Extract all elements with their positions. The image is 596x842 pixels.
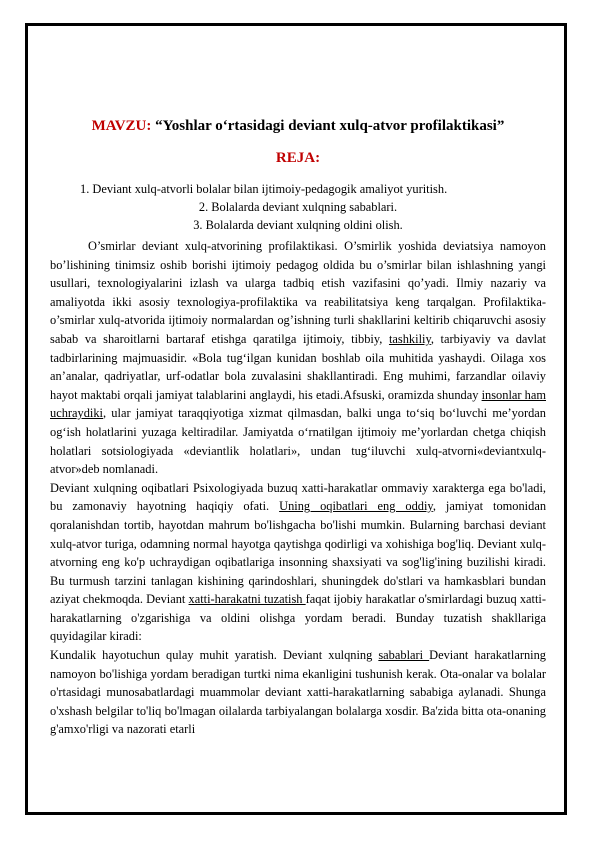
paragraph-text: O’smirlar deviant xulq-atvorining profilaktikasi. O’smirlik yoshida deviatsiya namoyon bo’lishining tinimsiz oshib borishi ijtimoiy pedagog oldida bu o’smirlar bilan ishlashning yangi usullari, texnologiyalarini izlash va ularga tadbiq etish vazifasini qo’yadi. Ilmiy nazariy va amaliyotda ikki asosiy texnologiya-profilaktika va reabilitatsiya keng tarqalgan. Profilaktika-o’smirlar xulq-atvorida ijtimoiy normalardan og’ishning turli shakllarini keltirib chiqaruvchi asosiy sabab va sharoitlarni bartaraf etishga qaratilga ijtimoiy, tibbiy, xyxy=(50,239,546,346)
hyperlink-insonlar[interactable]: insonlar ham uchraydiki xyxy=(50,387,546,421)
paragraph-1 xyxy=(50,237,546,479)
hyperlink-tuzatish[interactable]: xatti-harakatni tuzatish xyxy=(188,592,306,607)
paragraph-text: Deviant xulqning oqibatlari Psixologiyada buzuq xatti-harakatlar ommaviy xarakterga ega bo'ladi, bu zamonaviy hayotning haqiqiy ofati. xyxy=(50,480,546,514)
paragraph-text: faqat ijobiy harakatlar o'smirlardagi buzuq xatti-harakatlarning o'zgarishiga va oldini olishga yordam beradi. Bunday tuzatish shakllariga quyidagilar kiradi: xyxy=(50,592,546,644)
hyperlink-sabablari[interactable]: sabablari xyxy=(378,648,430,663)
title-label: MAVZU: xyxy=(91,118,152,134)
paragraph-text: Kundalik hayotuchun qulay muhit yaratish. Deviant xulqning xyxy=(50,648,379,663)
hyperlink-tashkiliy[interactable]: tashkiliy xyxy=(388,331,431,346)
hyperlink-oqibatlari[interactable]: Uning oqibatlari eng oddiy xyxy=(279,499,433,514)
document-title xyxy=(50,118,546,135)
plan-list xyxy=(50,180,546,234)
paragraph-text: , tarbiyaviy va davlat tadbirlarining majmuasidir. «Bola tug‘ilgan kunidan boshlab oila muhitida yashaydi. Oilaga xos an’analar, qadriyatlar, urf-odatlar bola zuvalasini shakllantiradi. Eng muhimi, farzandlar oilaviy hayot maktabi orqali jamiyat talablarini anglaydi, his etadi.Afsuski, oramizda shunday xyxy=(50,331,546,402)
paragraph-text: , ular jamiyat taraqqiyotiga xizmat qilmasdan, balki unga to‘siq bo‘luvchi me’yordan og‘ish holatlarini yuzaga keltiradilar. Jamiyatda o‘rnatilgan ijtimoiy me’yorlardan chetga chiqish holatlari sotsiologiyada «deviantlik holatlari», undan tug‘iluvchi xulq-atvorni«deviantxulq-atvor»deb nomlanadi. xyxy=(50,406,546,477)
paragraph-3 xyxy=(50,646,546,739)
plan-heading: REJA: xyxy=(275,150,321,166)
plan-item-3: 3. Bolalarda deviant xulqning oldini olish. xyxy=(193,218,403,232)
plan-item-1: 1. Deviant xulq-atvorli bolalar bilan ijtimoiy-pedagogik amaliyot yuritish. xyxy=(80,182,448,196)
plan-item-2: 2. Bolalarda deviant xulqning sabablari. xyxy=(198,200,398,214)
title-text: “Yoshlar o‘rtasidagi deviant xulq-atvor profilaktikasi” xyxy=(151,118,505,134)
paragraph-text: , jamiyat tomonidan qoralanishdan tortib, hayotdan mahrum bo'lishgacha bo'lishi mumkin. Bularning barchasi deviant xulq-atvor turiga, odamning normal hayotga qaytishga qodirligi va xohishiga bog'liq. Deviant xulq-atvorning eng ko'p uchraydigan oqibatlariga insonning shaxsiyati va sog'lig'ining buzilishi kiradi. Bu turmush tarzini tanlagan kishining qarindoshlari, shuningdek do'stlari va hamkasblari bundan aziyat chekmoqda. Deviant xyxy=(50,499,547,607)
document-body xyxy=(50,237,546,739)
paragraph-text: Deviant harakatlarning namoyon bo'lishiga yordam beradigan turtki nima ekanligini tushunish kerak. Ota-onalar va bolalar o'rtasidagi munosabatlardagi muammolar deviant xatti-harakatlarning sababiga aylanadi. Shunga o'xshash belgilar to'liq bo'lmagan oilalarda tarbiyalangan bolalarga xosdir. Ba'zida bitta ota-onaning g'amxo'rligi va nazorati etarli xyxy=(50,648,546,737)
paragraph-2 xyxy=(50,479,546,646)
